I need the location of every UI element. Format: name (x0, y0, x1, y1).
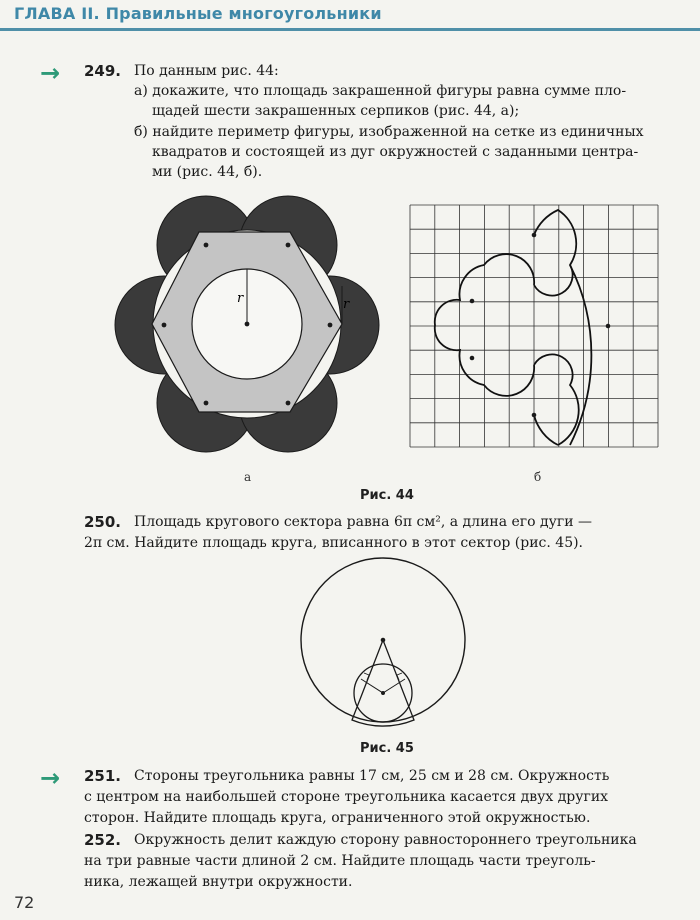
problem-252-line: Окружность делит каждую сторону равностороннего треугольника (134, 832, 637, 848)
figure-45 (290, 560, 480, 730)
center-point (162, 323, 167, 328)
radius-label: r (343, 297, 350, 312)
center-point (532, 233, 537, 238)
problem-251-line: сторон. Найдите площадь круга, ограниченного этой окружностью. (84, 810, 591, 826)
problem-number-252: 252. (84, 831, 122, 849)
problem-252-line: на три равные части длиной 2 см. Найдите площадь части треуголь- (84, 853, 596, 869)
center-point (204, 401, 209, 406)
center-point (381, 691, 385, 695)
problem-number-251: 251. (84, 767, 122, 785)
radius-label: r (237, 291, 244, 306)
problem-249-line: квадратов и состоящей из дуг окружностей с заданными центра- (152, 144, 639, 160)
center-point (204, 243, 209, 248)
page-number: 72 (14, 893, 35, 912)
center-point (381, 638, 386, 643)
center-point (470, 356, 475, 361)
arc (534, 415, 558, 445)
arrow-icon: → (40, 764, 61, 792)
center-point (286, 401, 291, 406)
problem-252-line: ника, лежащей внутри окружности. (84, 874, 353, 890)
radius-line (383, 679, 405, 693)
figure-44a-label: а (244, 470, 252, 484)
problem-249-line: ми (рис. 44, б). (152, 164, 263, 180)
figure-outline (435, 210, 592, 445)
problem-251-line: с центром на наибольшей стороне треугольника касается двух других (84, 789, 609, 805)
chapter-title: ГЛАВА II. Правильные многоугольники (14, 4, 382, 23)
problem-250-line: Площадь кругового сектора равна 6π см², а длина его дуги — (134, 514, 592, 530)
figure-44a (110, 190, 400, 460)
arrow-icon: → (40, 59, 61, 87)
grid (410, 205, 658, 447)
problem-249-line: а) докажите, что площадь закрашенной фигуры равна сумме пло- (134, 83, 627, 99)
figure-45-caption: Рис. 45 (360, 741, 414, 756)
problem-251-line: Стороны треугольника равны 17 см, 25 см и 28 см. Окружность (134, 768, 610, 784)
center-point (328, 323, 333, 328)
center-point (286, 243, 291, 248)
figure-44b (410, 205, 660, 450)
center-point (606, 324, 611, 329)
problem-250-line: 2π см. Найдите площадь круга, вписанного в этот сектор (рис. 45). (84, 535, 584, 551)
chapter-header (0, 0, 700, 31)
problem-249-line: щадей шести закрашенных серпиков (рис. 44, а); (152, 103, 520, 119)
problem-number-249: 249. (84, 62, 122, 80)
center-point (532, 413, 537, 418)
problem-249-line: По данным рис. 44: (134, 63, 279, 79)
arc (534, 210, 576, 296)
center-point (245, 322, 250, 327)
figure-44b-label: б (534, 470, 542, 484)
center-point (470, 299, 475, 304)
radius-line (361, 679, 383, 693)
problem-number-250: 250. (84, 513, 122, 531)
problem-249-line: б) найдите периметр фигуры, изображенной на сетке из единичных (134, 124, 644, 140)
arc (570, 265, 591, 445)
figure-44-caption: Рис. 44 (360, 488, 414, 503)
